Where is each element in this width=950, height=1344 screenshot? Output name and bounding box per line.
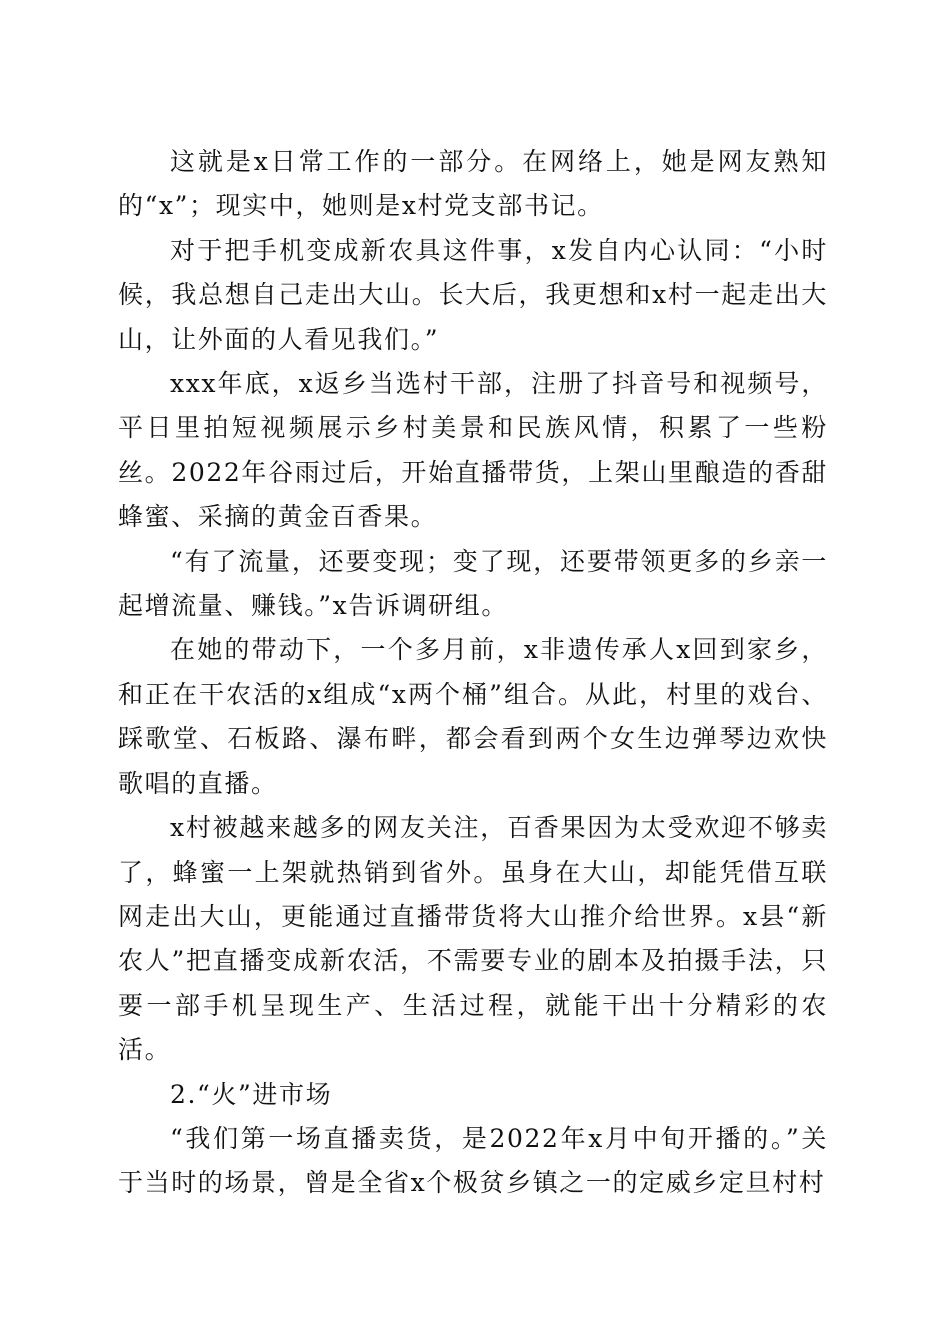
- paragraph-1: 这就是x日常工作的一部分。在网络上，她是网友熟知的“x”；现实中，她则是x村党支部书记。: [118, 147, 828, 221]
- section-heading: 2.“火”进市场: [170, 1079, 333, 1109]
- document-body: [118, 140, 828, 1206]
- paragraph-3: xxx年底，x返乡当选村干部，注册了抖音号和视频号，平日里拍短视频展示乡村美景和民族风情，积累了一些粉丝。2022年谷雨过后，开始直播带货，上架山里酿造的香甜蜂蜜、采摘的黄金百香果。: [118, 369, 828, 532]
- paragraph-4: “有了流量，还要变现；变了现，还要带领更多的乡亲一起增流量、赚钱。”x告诉调研组。: [118, 546, 828, 621]
- paragraph-5: 在她的带动下，一个多月前，x非遗传承人x回到家乡，和正在干农活的x组成“x两个桶”组合。从此，村里的戏台、踩歌堂、石板路、瀑布畔，都会看到两个女生边弹琴边欢快歌唱的直播。: [118, 635, 828, 798]
- paragraph-7: “我们第一场直播卖货，是2022年x月中旬开播的。”关于当时的场景，曾是全省x个极贫乡镇之一的定威乡定旦村村: [118, 1123, 828, 1198]
- paragraph-6: x村被越来越多的网友关注，百香果因为太受欢迎不够卖了，蜂蜜一上架就热销到省外。虽身在大山，却能凭借互联网走出大山，更能通过直播带货将大山推介给世界。x县“新农人”把直播变成新农活，不需要专业的剧本及拍摄手法，只要一部手机呈现生产、生活过程，就能干出十分精彩的农活。: [118, 813, 828, 1065]
- paragraph-2: 对于把手机变成新农具这件事，x发自内心认同：“小时候，我总想自己走出大山。长大后，我更想和x村一起走出大山，让外面的人看见我们。”: [118, 235, 828, 354]
